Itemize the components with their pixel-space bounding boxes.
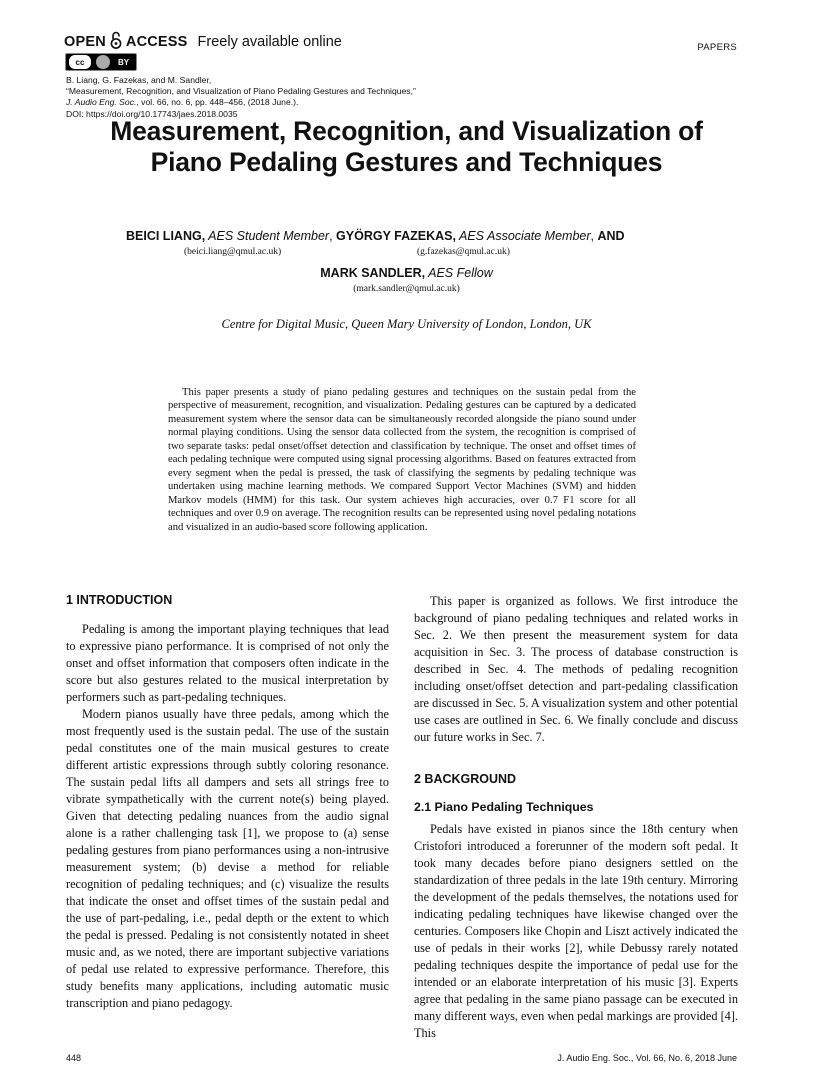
section-heading-background: 2 BACKGROUND	[414, 772, 517, 786]
section-heading-introduction: 1 INTRODUCTION	[66, 593, 173, 607]
author-2-name: GYÖRGY FAZEKAS,	[336, 229, 456, 243]
by-label: BY	[118, 57, 130, 67]
paragraph: Pedals have existed in pianos since the 18th century when Cristofori introduced a forerunner of the modern soft pedal. It took many decades before piano designers settled on the standardization of three pedals in the late 19th century. Mirroring the development of the pedals themselves, the notations used for indicating pedaling techniques have likewise changed over the centuries. Composers like Chopin and Liszt actively indicated the use of pedals in their works [2], while Debussy rarely notated pedaling techniques despite the importance of pedal use for the intended or an elaborate interpretation of his music [3]. Experts agree that pedaling in the same piano passage can be executed in many different ways, even when pedal markings are provided [4]. This	[414, 822, 738, 1040]
left-column	[66, 621, 389, 1012]
section-label: PAPERS	[697, 42, 737, 53]
author-separator: ,	[590, 229, 598, 243]
abstract: This paper presents a study of piano pedaling gestures and techniques on the sustain pedal from the perspective of measurement, recognition, and visualization. Pedaling gestures can be captured by a dedicated measurement system where the sensor data can be simultaneously recorded alongside the piano sound under normal playing conditions. Using the sensor data collected from the system, the recognition is comprised of two separate tasks: pedal onset/offset detection and classification by technique. The onset and offset times of each pedaling technique were computed using signal processing algorithms. Based on features extracted from every segment when the pedal is pressed, the task of classifying the segments by pedaling technique was undertaken using machine learning methods. We compared Support Vector Machines (SVM) and hidden Markov models (HMM) for this task. Our system achieves high accuracies, over 0.7 F1 score for all techniques and over 0.9 on average. The recognition results can be represented using novel pedaling notations and visualized in an audio-based score following application.	[168, 387, 636, 533]
author-separator: ,	[329, 229, 337, 243]
and-text: AND	[597, 229, 625, 243]
access-text: ACCESS	[125, 34, 188, 50]
author-1-role: AES Student Member	[205, 229, 330, 243]
page-number: 448	[66, 1053, 82, 1063]
doi-link[interactable]: DOI: https://doi.org/10.17743/jaes.2018.0035	[66, 109, 238, 119]
title-line-1: Measurement, Recognition, and Visualization of	[110, 116, 703, 146]
author-1-email[interactable]: (beici.liang@qmul.ac.uk)	[184, 247, 282, 257]
citation-journal-line	[66, 97, 298, 109]
citation-authors: B. Liang, G. Fazekas, and M. Sandler,	[66, 75, 212, 85]
citation-title: “Measurement, Recognition, and Visualization of Piano Pedaling Gestures and Techniques,”	[66, 86, 416, 96]
paragraph: This paper is organized as follows. We first introduce the background of piano pedaling techniques and related works in Sec. 2. We then present the measurement system for data acquisition in Sec. 3. The process of database construction is described in Sec. 4. The methods of pedaling recognition including onset/offset detection and part-pedaling classification are discussed in Sec. 5. A visualization system and other potential use cases are outlined in Sec. 6. We finally conclude and discuss our future works in Sec. 7.	[414, 594, 738, 744]
authors-line-2	[0, 266, 813, 280]
author-1-name: BEICI LIANG,	[126, 229, 206, 243]
citation-journal: J. Audio Eng. Soc.	[66, 97, 137, 107]
paragraph: Pedaling is among the important playing techniques that lead to expressive piano performance. It is comprised of not only the onset and offset information that composers often indicate in the score but also gestures related to the musical interpretation by performers such as part-pedaling techniques.	[66, 622, 389, 704]
author-2-email[interactable]: (g.fazekas@qmul.ac.uk)	[417, 247, 510, 257]
citation-volume: , vol. 66, no. 6, pp. 448–456, (2018 June.).	[136, 97, 299, 107]
right-column-top	[414, 593, 738, 746]
subsection-heading-pedaling: 2.1 Piano Pedaling Techniques	[414, 800, 594, 814]
page-title	[0, 116, 813, 178]
cc-icon: cc	[68, 54, 92, 70]
author-3-email[interactable]: (mark.sandler@qmul.ac.uk)	[353, 284, 460, 294]
open-access-label	[64, 32, 342, 52]
paragraph: Modern pianos usually have three pedals, among which the most frequently used is the sustain pedal. The use of the sustain pedal constitutes one of the main musical gestures to create different artistic expressions through subtly coloring resonance. The sustain pedal lifts all dampers and sets all strings free to vibrate sympathetically with the current note(s) being played. Given that detecting pedaling nuances from the audio signal alone is a rather challenging task [1], we propose to (a) sense pedaling gestures from piano performances using a non-intrusive measurement system; (b) devise a method for reliable recognition of pedaling techniques; and (c) visualize the results that indicate the onset and offset times of the sustain pedal and the use of part-pedaling, i.e., pedal depth or the extent to which the pedal is pressed. Pedaling is not consistently notated in sheet music and, as we noted, there are important subjective variations of pedal use related to expressive performance. Therefore, this study benefits many applications, including automatic music transcription and piano pedagogy.	[66, 707, 389, 1010]
author-3-name: MARK SANDLER,	[320, 266, 426, 280]
author-3-role: AES Fellow	[425, 266, 493, 280]
affiliation: Centre for Digital Music, Queen Mary University of London, London, UK	[221, 317, 592, 331]
attribution-icon	[96, 55, 110, 69]
open-text: OPEN	[64, 34, 106, 50]
title-line-2: Piano Pedaling Gestures and Techniques	[150, 147, 663, 177]
freely-available-text: Freely available online	[197, 34, 342, 50]
journal-footer: J. Audio Eng. Soc., Vol. 66, No. 6, 2018 June	[557, 1053, 737, 1063]
author-2-role: AES Associate Member	[455, 229, 591, 243]
authors-line-1	[126, 229, 625, 243]
open-lock-icon	[110, 31, 122, 53]
right-column-bottom	[414, 821, 738, 1042]
cc-by-license-badge[interactable]	[65, 53, 137, 71]
